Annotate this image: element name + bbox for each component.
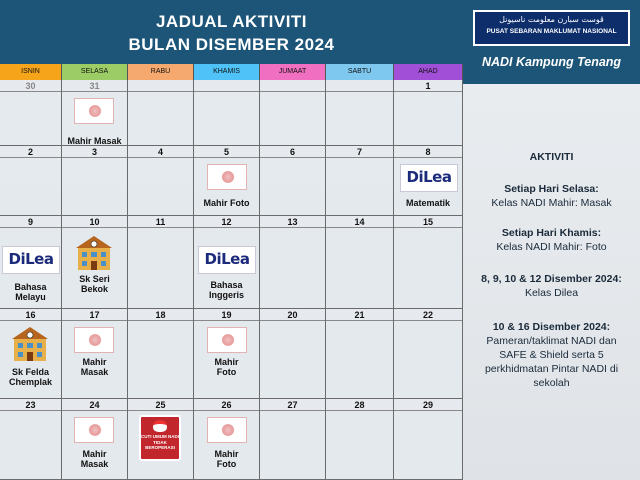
title-line-1: JADUAL AKTIVITI bbox=[155, 12, 308, 31]
cell-content bbox=[0, 92, 61, 145]
nadi-title: NADI Kampung Tenang bbox=[481, 55, 622, 69]
cell-content bbox=[194, 158, 259, 215]
date-number: 8 bbox=[394, 146, 462, 158]
event-label: Sk Seri bbox=[79, 274, 110, 284]
activity-3-body: Kelas Dilea bbox=[524, 287, 579, 299]
calendar-day-cell bbox=[394, 309, 463, 399]
calendar-week-row bbox=[0, 216, 463, 309]
activity-4-body-1: Pameran/taklimat NADI dan bbox=[486, 335, 617, 347]
date-number: 29 bbox=[394, 399, 462, 411]
date-number: 31 bbox=[62, 80, 127, 92]
cell-content bbox=[128, 92, 193, 145]
calendar-day-cell bbox=[326, 399, 394, 480]
date-number: 15 bbox=[394, 216, 462, 228]
activity-1-body: Kelas NADI Mahir: Masak bbox=[491, 197, 612, 209]
cell-content bbox=[260, 321, 325, 398]
cell-content bbox=[326, 321, 393, 398]
calendar-day-cell bbox=[326, 80, 394, 146]
mahir-thumbnail[interactable] bbox=[74, 417, 114, 443]
dilea-text: DiLea bbox=[8, 250, 54, 268]
cell-content bbox=[394, 92, 462, 145]
calendar-day-cell bbox=[128, 309, 194, 399]
calendar-day-cell bbox=[194, 399, 260, 480]
event-label: Mahir bbox=[214, 449, 239, 459]
calendar-day-cell bbox=[0, 309, 62, 399]
date-number: 10 bbox=[62, 216, 127, 228]
calendar-day-cell bbox=[128, 146, 194, 216]
calendar-day-cell bbox=[260, 80, 326, 146]
calendar-day-cell bbox=[0, 216, 62, 309]
calendar-day-cell bbox=[128, 399, 194, 480]
calendar-day-cell bbox=[260, 309, 326, 399]
day-header-ahad: AHAD bbox=[394, 64, 463, 80]
date-number: 19 bbox=[194, 309, 259, 321]
cell-content bbox=[62, 228, 127, 308]
date-number: 13 bbox=[260, 216, 325, 228]
event-label: Foto bbox=[216, 459, 237, 469]
cell-content bbox=[0, 228, 61, 308]
cell-content bbox=[326, 92, 393, 145]
calendar-week-row bbox=[0, 146, 463, 216]
event-label: Inggeris bbox=[208, 290, 244, 300]
date-number: 24 bbox=[62, 399, 127, 411]
event-label: Mahir Foto bbox=[203, 198, 250, 208]
date-number: 9 bbox=[0, 216, 61, 228]
dilea-logo[interactable] bbox=[198, 246, 256, 274]
date-number: 26 bbox=[194, 399, 259, 411]
calendar-day-cell bbox=[194, 309, 260, 399]
calendar-week-row bbox=[0, 309, 463, 399]
date-number: 28 bbox=[326, 399, 393, 411]
calendar-day-cell bbox=[62, 399, 128, 480]
event-label: Bahasa bbox=[210, 280, 243, 290]
date-number bbox=[128, 80, 193, 92]
date-number: 6 bbox=[260, 146, 325, 158]
event-label: Masak bbox=[80, 459, 109, 469]
calendar-day-cell bbox=[0, 399, 62, 480]
date-number: 3 bbox=[62, 146, 127, 158]
dilea-logo[interactable] bbox=[2, 246, 60, 274]
cell-content bbox=[0, 411, 61, 479]
mahir-thumbnail[interactable] bbox=[74, 327, 114, 353]
mahir-thumbnail[interactable] bbox=[207, 164, 247, 190]
mahir-thumbnail[interactable] bbox=[74, 98, 114, 124]
event-label: Bekok bbox=[80, 284, 108, 294]
cell-content bbox=[62, 92, 127, 145]
date-number: 5 bbox=[194, 146, 259, 158]
calendar-day-cell bbox=[260, 399, 326, 480]
event-label: Foto bbox=[216, 367, 237, 377]
activity-panel bbox=[463, 0, 640, 480]
cell-content bbox=[128, 158, 193, 215]
date-number: 4 bbox=[128, 146, 193, 158]
date-number: 1 bbox=[394, 80, 462, 92]
school-icon[interactable] bbox=[74, 234, 114, 272]
pusat-sebaran-logo bbox=[473, 10, 630, 46]
activity-4-body-3: perkhidmatan Pintar NADI di bbox=[484, 363, 619, 375]
date-number: 21 bbox=[326, 309, 393, 321]
activity-4-body-2: SAFE & Shield serta 5 bbox=[499, 349, 604, 361]
activity-4-body-4: sekolah bbox=[533, 377, 570, 389]
cell-content bbox=[62, 321, 127, 398]
cell-content bbox=[194, 321, 259, 398]
calendar-day-cell bbox=[260, 216, 326, 309]
date-number: 18 bbox=[128, 309, 193, 321]
activity-1-title: Setiap Hari Selasa: bbox=[504, 183, 599, 195]
activity-3-title: 8, 9, 10 & 12 Disember 2024: bbox=[481, 273, 622, 285]
day-header-sabtu: SABTU bbox=[326, 64, 394, 80]
calendar-day-cell bbox=[394, 399, 463, 480]
date-number bbox=[260, 80, 325, 92]
event-label: Melayu bbox=[15, 292, 46, 302]
date-number: 25 bbox=[128, 399, 193, 411]
cell-content bbox=[260, 228, 325, 308]
cell-content bbox=[394, 158, 462, 215]
event-label: Mahir bbox=[214, 357, 239, 367]
title-line-2: BULAN DISEMBER 2024 bbox=[128, 35, 335, 54]
event-label: Chemplak bbox=[8, 377, 52, 387]
logo-text: PUSAT SEBARAN MAKLUMAT NASIONAL bbox=[486, 28, 617, 35]
cell-content bbox=[260, 92, 325, 145]
cell-content bbox=[326, 158, 393, 215]
cell-content bbox=[260, 411, 325, 479]
date-number: 12 bbox=[194, 216, 259, 228]
activity-4-title: 10 & 16 Disember 2024: bbox=[492, 321, 611, 333]
mahir-thumbnail[interactable] bbox=[207, 417, 247, 443]
date-number: 20 bbox=[260, 309, 325, 321]
date-number: 23 bbox=[0, 399, 61, 411]
event-label: Bahasa bbox=[14, 282, 47, 292]
calendar-day-cell bbox=[326, 309, 394, 399]
event-label: Mahir bbox=[82, 357, 107, 367]
calendar-day-cell bbox=[62, 216, 128, 309]
calendar-day-cell bbox=[394, 216, 463, 309]
date-number: 7 bbox=[326, 146, 393, 158]
event-label: Masak bbox=[80, 367, 109, 377]
date-number: 16 bbox=[0, 309, 61, 321]
date-number bbox=[326, 80, 393, 92]
date-number: 22 bbox=[394, 309, 462, 321]
calendar-day-cell bbox=[0, 146, 62, 216]
day-header-rabu: RABU bbox=[128, 64, 194, 80]
cell-content bbox=[194, 92, 259, 145]
cell-content bbox=[0, 158, 61, 215]
day-header-jumaat: JUMAAT bbox=[260, 64, 326, 80]
date-number bbox=[194, 80, 259, 92]
calendar-day-cell bbox=[260, 146, 326, 216]
cell-content bbox=[62, 158, 127, 215]
day-header-isnin: ISNIN bbox=[0, 64, 62, 80]
date-number: 14 bbox=[326, 216, 393, 228]
aktiviti-heading: AKTIVITI bbox=[529, 151, 574, 163]
cell-content bbox=[260, 158, 325, 215]
mahir-thumbnail[interactable] bbox=[207, 327, 247, 353]
cell-content bbox=[128, 411, 193, 479]
calendar-day-cell bbox=[394, 146, 463, 216]
date-number: 30 bbox=[0, 80, 61, 92]
calendar-week-row bbox=[0, 399, 463, 480]
event-label: Mahir bbox=[82, 449, 107, 459]
calendar-day-cell bbox=[394, 80, 463, 146]
cell-content bbox=[194, 411, 259, 479]
cell-content bbox=[394, 321, 462, 398]
cell-content bbox=[0, 321, 61, 398]
cell-content bbox=[128, 321, 193, 398]
holiday-poster[interactable] bbox=[139, 415, 181, 461]
cell-content bbox=[394, 411, 462, 479]
day-header-selasa: SELASA bbox=[62, 64, 128, 80]
dilea-logo[interactable] bbox=[400, 164, 458, 192]
calendar-day-cell bbox=[194, 216, 260, 309]
cell-content bbox=[326, 228, 393, 308]
logo-jawi-text: ڤوست سبارن معلومت ناسيونل bbox=[499, 15, 604, 24]
day-header-khamis: KHAMIS bbox=[194, 64, 260, 80]
cell-content bbox=[194, 228, 259, 308]
event-label: Mahir Masak bbox=[67, 136, 122, 146]
calendar-header bbox=[0, 0, 463, 64]
calendar-day-cell bbox=[128, 80, 194, 146]
calendar-day-cell bbox=[62, 309, 128, 399]
date-number: 11 bbox=[128, 216, 193, 228]
calendar-week-row bbox=[0, 80, 463, 146]
cell-content bbox=[128, 228, 193, 308]
calendar-day-cell bbox=[128, 216, 194, 309]
calendar-day-cell bbox=[194, 80, 260, 146]
date-number: 27 bbox=[260, 399, 325, 411]
date-number: 2 bbox=[0, 146, 61, 158]
calendar-day-cell bbox=[326, 146, 394, 216]
activity-2-title: Setiap Hari Khamis: bbox=[501, 227, 602, 239]
calendar-day-cell bbox=[0, 80, 62, 146]
event-label: Matematik bbox=[405, 198, 450, 208]
calendar-day-cell bbox=[194, 146, 260, 216]
date-number: 17 bbox=[62, 309, 127, 321]
dilea-text: DiLea bbox=[406, 168, 452, 186]
cell-content bbox=[62, 411, 127, 479]
school-icon[interactable] bbox=[10, 325, 50, 363]
dilea-text: DiLea bbox=[204, 250, 250, 268]
cell-content bbox=[394, 228, 462, 308]
cell-content bbox=[326, 411, 393, 479]
calendar-day-cell bbox=[62, 146, 128, 216]
santa-icon bbox=[153, 420, 167, 432]
calendar-day-cell bbox=[62, 80, 128, 146]
poster-text: CUTI UMUM NADI TIDAK BEROPERASI bbox=[141, 434, 179, 450]
activity-2-body: Kelas NADI Mahir: Foto bbox=[496, 241, 607, 253]
event-label: Sk Felda bbox=[11, 367, 49, 377]
calendar-day-cell bbox=[326, 216, 394, 309]
